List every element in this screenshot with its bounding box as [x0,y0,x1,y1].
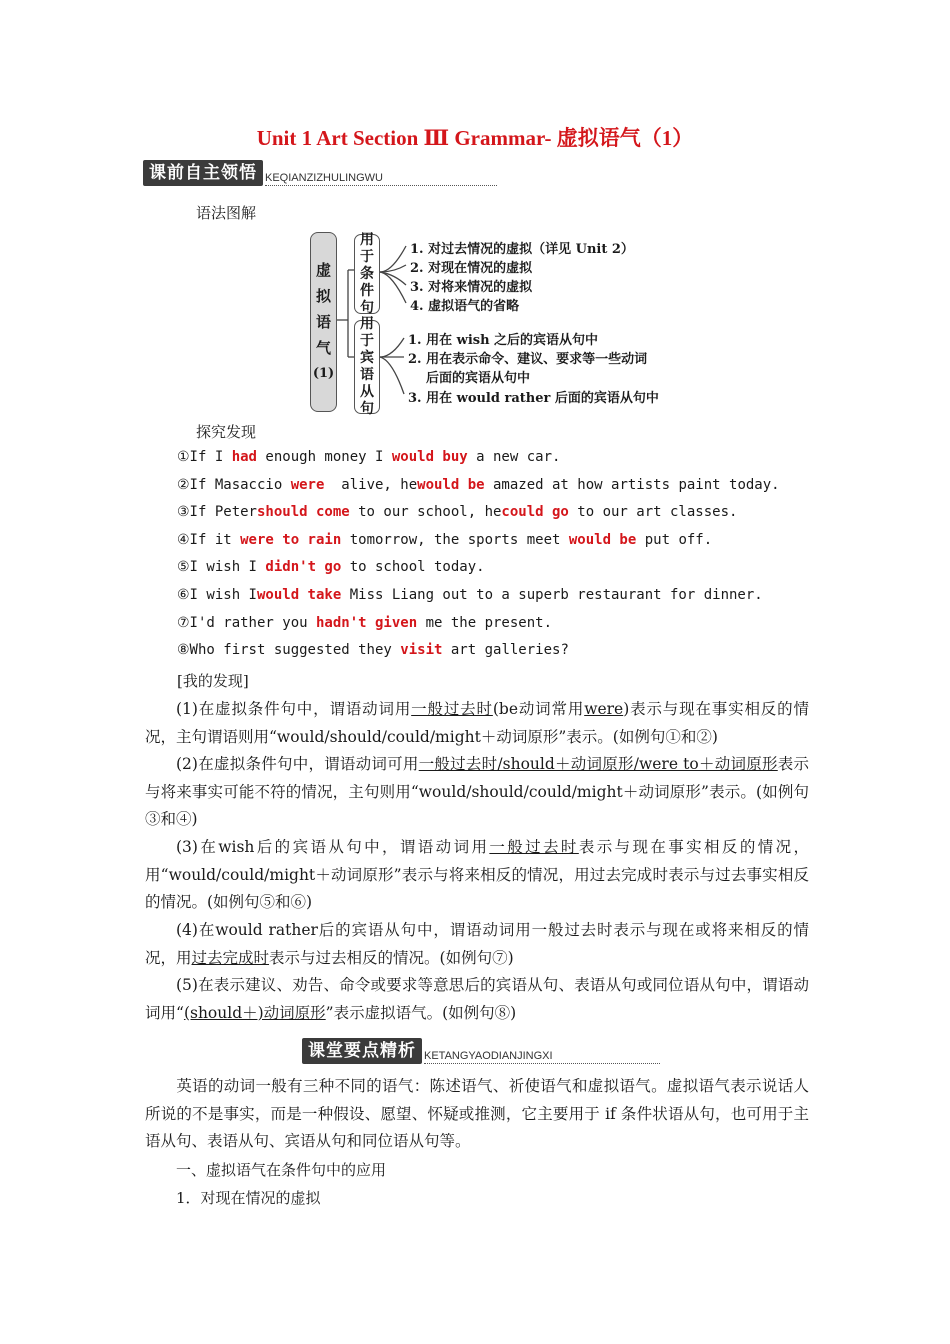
subsection-heading: 1．对现在情况的虚拟 [176,1189,321,1207]
diagram-item: 2. 用在表示命令、建议、要求等一些动词 [408,352,648,367]
sentence-text: art galleries? [442,642,569,659]
finding-paragraph [145,917,809,972]
root-char: (1) [312,366,335,381]
diagram-root [310,232,337,412]
grammar-diagram [308,232,688,416]
diagram-item: 4. 虚拟语气的省略 [410,299,520,314]
section-heading: 一、虚拟语气在条件句中的应用 [176,1161,387,1179]
diagram-item: 3. 对将来情况的虚拟 [410,280,533,295]
highlighted-verb: should come [256,504,350,521]
group-char: 用 [360,316,374,332]
diagram-item: 2. 对现在情况的虚拟 [410,261,533,276]
finding-paragraph [145,834,809,917]
highlighted-verb: visit [400,642,443,659]
banner-pinyin: KETANGYAODIANJINGXI [424,1050,660,1064]
intro-text: 英语的动词一般有三种不同的语气：陈述语气、祈使语气和虚拟语气。虚拟语气表示说话人所说的不是事实，而是一种假设、愿望、怀疑或推测，它主要用于 if 条件状语从句，也可用于主语从句、表语从句、宾语从句和同位语从句等。 [145,1077,809,1150]
group-char: 语 [360,367,374,383]
intro-paragraph [145,1073,809,1156]
banner-pinyin: KEQIANZIZHULINGWU [265,172,497,186]
sentence-text: to our art classes. [568,504,738,521]
page-title: Unit 1 Art Section Ⅲ Grammar- 虚拟语气（1） [256,126,694,150]
example-sentence [177,642,569,658]
root-char: 拟 [315,287,331,305]
sentence-text: Miss Liang out to a superb restaurant for dinner. [341,587,763,603]
example-sentence [177,587,763,603]
banner-label: 课堂要点精析 [302,1038,422,1064]
example-sentence [177,615,552,631]
highlighted-verb: would take [256,587,342,603]
sentence-text: enough money I [257,449,392,465]
finding-paragraph [145,751,809,834]
example-sentence [177,477,780,493]
grammar-diagram-heading: 语法图解 [196,204,257,222]
finding-paragraph [145,972,809,1027]
finding-paragraph [145,696,809,751]
sentence-text: ⑧Who first suggested they [177,642,401,659]
highlighted-verb: would be [568,531,637,548]
highlighted-verb: could go [501,504,569,521]
group-char: 条 [360,265,374,282]
finding-text: (3)在wish后的宾语从句中，谓语动词用 [176,838,490,856]
diagram-group-object-clause [354,316,380,417]
group-char: 用 [360,231,374,248]
group-char: 于 [360,333,374,349]
highlighted-verb: didn't go [265,559,342,576]
sentence-text: ⑤I wish I [177,559,266,576]
root-char: 虚 [315,261,331,279]
diagram-item: 后面的宾语从句中 [426,371,531,386]
sentence-text: ⑦I'd rather you [177,614,316,631]
answer-blank: 一般过去时/should＋动词原形/were to＋动词原形 [418,755,778,773]
example-sentence [177,532,712,548]
highlighted-verb: had [231,449,257,465]
finding-text: 表示与现在事实相反的情况，用“would/could/might＋动词原形”表示与将来相反的情况，用过去完成时表示与过去事实相反的情况。(如例句⑤和⑥) [145,838,809,911]
sentence-text: put off. [636,531,713,548]
sentence-text: to school today. [341,559,485,576]
section-banner-preview [143,160,497,186]
sentence-text: ⑥I wish I [177,587,257,603]
group-char: 句 [360,299,374,316]
section-banner-key-points [302,1038,660,1064]
group-char: 句 [360,401,374,417]
diagram-item: 3. 用在 would rather 后面的宾语从句中 [408,391,659,406]
group-char: 宾 [360,350,374,366]
finding-text: 表示与过去相反的情况。(如例句⑦) [269,948,514,967]
diagram-item: 1. 对过去情况的虚拟（详见 Unit 2） [410,242,634,257]
finding-text: ”表示虚拟语气。(如例句⑧) [325,1003,517,1022]
answer-blank: 一般过去时 [489,838,579,856]
highlighted-verb: would buy [391,449,468,465]
banner-label: 课前自主领悟 [143,160,263,186]
highlighted-verb: were [290,476,325,493]
sentence-text: ④If it [177,531,241,548]
example-sentence [177,504,737,520]
finding-text: (5)在表示建议、劝告、命令或要求等意思后的宾语从句、表语从句或同位语从句中，谓语动词用“ [145,976,809,1022]
findings-heading: [我的发现] [177,672,249,690]
example-sentence [177,449,560,465]
group-char: 于 [360,248,374,265]
finding-text: 表示与将来事实可能不符的情况，主句则用“would/should/could/might＋动词原形”表示。(如例句③和④) [145,755,809,828]
diagram-group-conditional [354,231,380,316]
sentence-text: tomorrow, the sports meet [341,531,569,548]
sentence-text: ①If I [177,449,232,465]
finding-text: (2)在虚拟条件句中，谓语动词可用 [176,755,419,773]
answer-blank: were [584,700,624,718]
sentence-text: me the present. [417,614,552,631]
answer-blank: (should＋)动词原形 [183,1003,326,1022]
explore-heading: 探究发现 [196,423,257,441]
sentence-text: ②If Masaccio [177,476,291,493]
sentence-text: ③If Peter [177,504,257,521]
answer-blank: 一般过去时 [411,700,493,718]
group-char: 件 [360,282,374,299]
highlighted-verb: were to rain [240,531,342,548]
example-sentence [177,559,485,575]
answer-blank: 过去完成时 [191,948,270,967]
sentence-text: amazed at how artists paint today. [484,476,780,493]
root-char: 语 [315,313,331,331]
highlighted-verb: hadn't given [315,614,418,631]
highlighted-verb: would be [417,476,485,493]
sentence-text: alive, he [324,476,418,493]
finding-text: (4)在would rather后的宾语从句中，谓语动词用一般过去时表示与现在或将来相反的情况，用 [145,921,809,967]
group-char: 从 [360,384,374,400]
diagram-item: 1. 用在 wish 之后的宾语从句中 [408,333,599,348]
root-char: 气 [315,339,331,357]
sentence-text: to our school, he [349,504,502,521]
finding-text: (1)在虚拟条件句中，谓语动词用 [176,700,412,718]
finding-text: (be动词常用 [492,700,585,718]
finding-text: )表示与现在事实相反的情况，主句谓语则用“would/should/could/might＋动词原形”表示。(如例句①和②) [145,700,809,746]
sentence-text: a new car. [467,449,561,465]
